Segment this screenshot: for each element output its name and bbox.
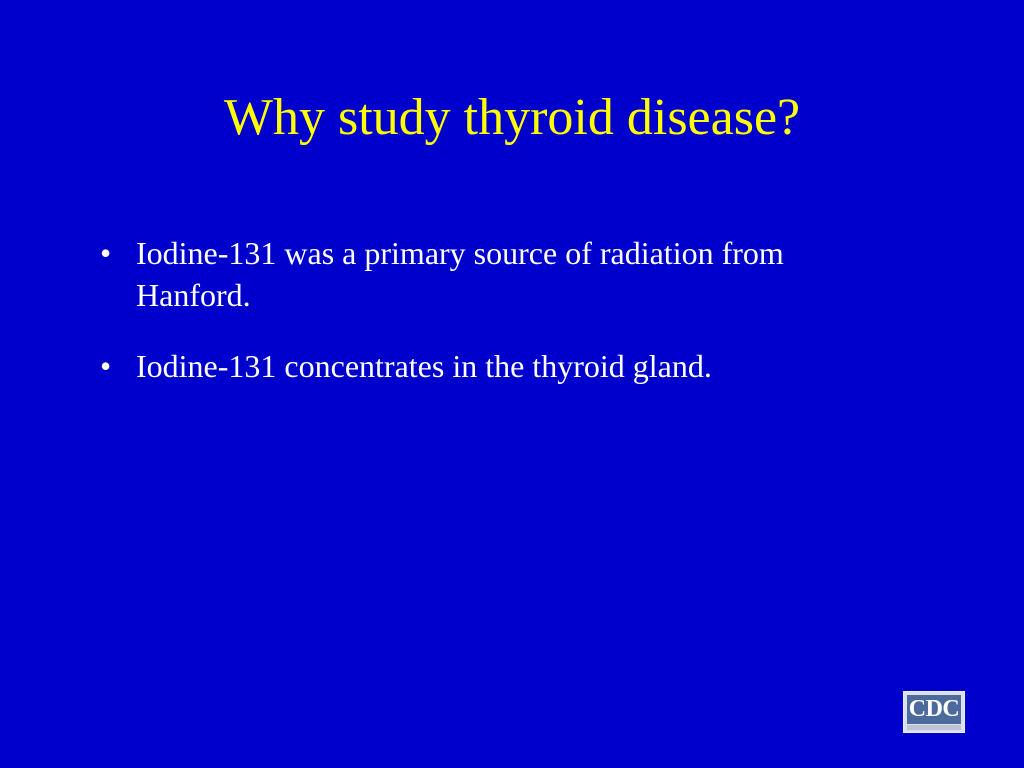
cdc-logo-tagline-strip bbox=[907, 725, 961, 730]
bullet-list bbox=[100, 232, 890, 416]
cdc-logo bbox=[903, 691, 965, 733]
bullet-item bbox=[100, 232, 890, 316]
bullet-text: Iodine-131 concentrates in the thyroid gland. bbox=[136, 348, 712, 384]
bullet-item bbox=[100, 345, 890, 387]
bullet-text: Iodine-131 was a primary source of radiation from Hanford. bbox=[136, 235, 784, 313]
cdc-logo-badge bbox=[907, 695, 961, 724]
slide-title: Why study thyroid disease? bbox=[223, 89, 801, 146]
bullet-marker: • bbox=[100, 348, 112, 384]
bullet-marker: • bbox=[100, 235, 112, 271]
cdc-logo-text: CDC bbox=[908, 696, 960, 722]
